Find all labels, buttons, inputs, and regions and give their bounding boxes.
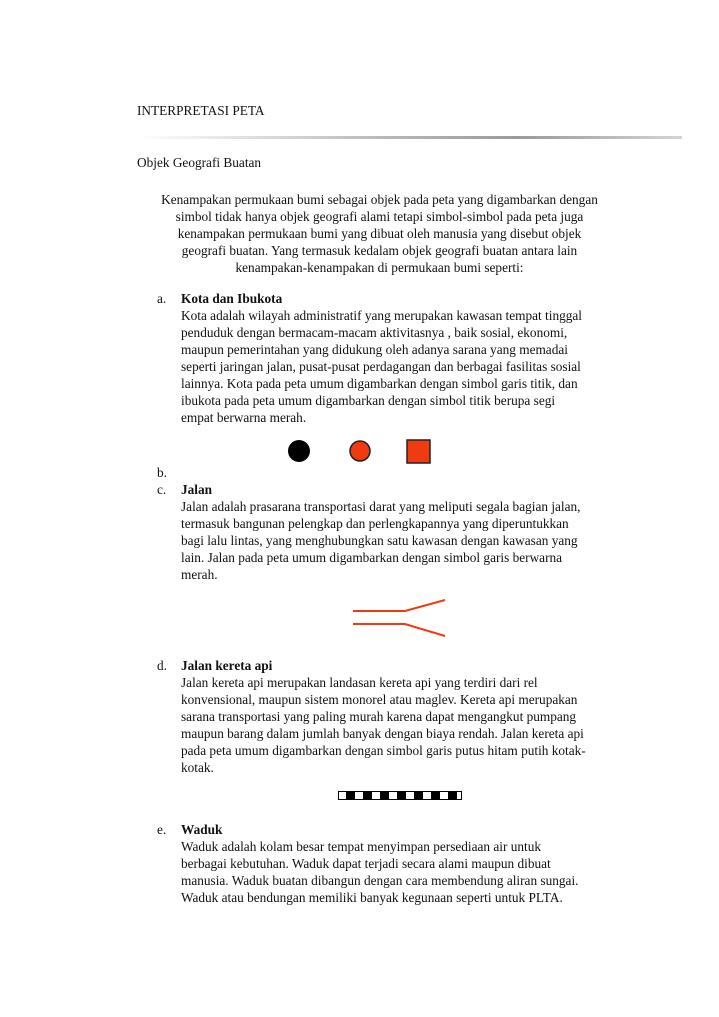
- item-line: sarana transportasi yang paling murah karena dapat mengangkut pumpang: [181, 709, 577, 724]
- item-line: Waduk atau bendungan memiliki banyak kegunaan seperti untuk PLTA.: [181, 890, 563, 905]
- title-divider: [137, 136, 682, 139]
- list-item-jalan: [181, 481, 621, 583]
- item-line: penduduk dengan bermacam-macam aktivitasnya , baik sosial, ekonomi,: [181, 325, 568, 340]
- item-heading: Jalan kereta api: [181, 658, 273, 673]
- intro-paragraph: [137, 191, 622, 276]
- item-line: seperti jaringan jalan, pusat-pusat perdagangan dan berbagai fasilitas sosial: [181, 359, 581, 374]
- railway-icon: [338, 791, 462, 801]
- page-title: INTERPRETASI PETA: [137, 103, 265, 118]
- intro-line: kenampakan permukaan bumi yang dibuat oleh manusia yang disebut objek: [177, 226, 582, 241]
- section-subtitle: Objek Geografi Buatan: [137, 155, 262, 170]
- item-heading: Kota dan Ibukota: [181, 291, 283, 306]
- item-line: konvensional, maupun sistem monorel atau maglev. Kereta api merupakan: [181, 692, 578, 707]
- road-icon: [350, 596, 450, 640]
- item-line: Waduk adalah kolam besar tempat menyimpan persediaan air untuk: [181, 839, 542, 854]
- item-heading: Jalan: [181, 482, 213, 497]
- item-line: Jalan kereta api merupakan landasan kereta api yang terdiri dari rel: [181, 675, 538, 690]
- list-item-kota: [181, 290, 621, 426]
- list-item-jalan-kereta-api: [181, 657, 621, 776]
- list-item-waduk: [181, 821, 621, 906]
- intro-line: Kenampakan permukaan bumi sebagai objek pada peta yang digambarkan dengan: [161, 192, 598, 207]
- item-line: ibukota pada peta umum digambarkan dengan simbol titik berupa segi: [181, 393, 556, 408]
- list-marker-c: c.: [157, 482, 167, 497]
- item-line: merah.: [181, 567, 218, 582]
- list-marker-a: a.: [157, 291, 167, 306]
- item-line: maupun pemerintahan yang didukung oleh adanya sarana yang memadai: [181, 342, 568, 357]
- item-line: empat berwarna merah.: [181, 410, 307, 425]
- item-line: Jalan adalah prasarana transportasi darat yang meliputi segala bagian jalan,: [181, 499, 581, 514]
- item-line: berbagai kebutuhan. Waduk dapat terjadi secara alami maupun dibuat: [181, 856, 551, 871]
- item-line: lain. Jalan pada peta umum digambarkan dengan simbol garis berwarna: [181, 550, 563, 565]
- item-line: bagi lalu lintas, yang menghubungkan satu kawasan dengan kawasan yang: [181, 533, 578, 548]
- item-line: Kota adalah wilayah administratif yang merupakan kawasan tempat tinggal: [181, 308, 582, 323]
- list-marker-b: b.: [157, 465, 167, 480]
- city-symbols: [280, 432, 440, 468]
- item-line: lainnya. Kota pada peta umum digambarkan dengan simbol garis titik, dan: [181, 376, 578, 391]
- intro-line: geografi buatan. Yang termasuk kedalam objek geografi buatan antara lain: [181, 243, 578, 258]
- item-line: kotak.: [181, 760, 214, 775]
- list-marker-d: d.: [157, 658, 167, 673]
- item-line: pada peta umum digambarkan dengan simbol garis putus hitam putih kotak-: [181, 743, 586, 758]
- item-line: maupun barang dalam jumlah banyak dengan biaya rendah. Jalan kereta api: [181, 726, 584, 741]
- red-circle-icon: [350, 441, 370, 461]
- red-square-icon: [407, 440, 430, 463]
- item-line: termasuk bangunan pelengkap dan perlengkapannya yang diperuntukkan: [181, 516, 569, 531]
- black-dot-icon: [288, 440, 310, 462]
- list-marker-e: e.: [157, 822, 167, 837]
- intro-line: kenampakan-kenampakan di permukaan bumi seperti:: [235, 260, 524, 275]
- item-line: manusia. Waduk buatan dibangun dengan cara membendung aliran sungai.: [181, 873, 579, 888]
- item-heading: Waduk: [181, 822, 223, 837]
- intro-line: simbol tidak hanya objek geografi alami tetapi simbol-simbol pada peta juga: [175, 209, 584, 224]
